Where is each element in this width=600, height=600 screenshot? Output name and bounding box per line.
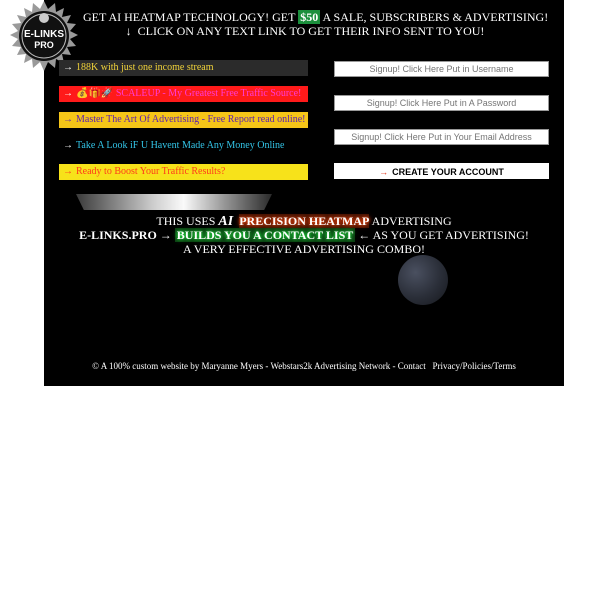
subheadline bbox=[83, 24, 527, 39]
headline-text-before: GET AI HEATMAP TECHNOLOGY! GET bbox=[83, 10, 299, 24]
right-arrow-icon: → bbox=[63, 140, 73, 151]
logo-text-line2: PRO bbox=[34, 40, 54, 50]
main-panel bbox=[44, 0, 564, 386]
subheadline-text: CLICK ON ANY TEXT LINK TO GET THEIR INFO SENT TO YOU! bbox=[137, 24, 485, 38]
password-field[interactable] bbox=[334, 95, 549, 111]
right-arrow-icon: → bbox=[63, 88, 73, 99]
create-account-label: CREATE YOUR ACCOUNT bbox=[392, 167, 504, 177]
down-arrow-icon: ↓ bbox=[125, 24, 132, 38]
precision-heatmap-highlight: PRECISION HEATMAP bbox=[239, 214, 370, 228]
email-field[interactable] bbox=[334, 129, 549, 145]
create-account-button[interactable] bbox=[334, 163, 549, 179]
link-label: Take A Look iF U Havent Made Any Money Online bbox=[76, 140, 285, 151]
pitch-text: THIS USES bbox=[156, 214, 219, 228]
link-label: Ready to Boost Your Traffic Results? bbox=[76, 166, 226, 177]
decorative-orb bbox=[398, 255, 448, 305]
brand-name: E-LINKS.PRO bbox=[79, 228, 157, 242]
right-arrow-icon: → bbox=[63, 114, 73, 125]
contact-list-highlight: BUILDS YOU A CONTACT LIST bbox=[176, 228, 354, 242]
footer-credit: © A 100% custom website by Maryanne Myers - Webstars2k Advertising Network - bbox=[92, 361, 398, 371]
right-arrow-icon: → bbox=[63, 62, 73, 73]
right-arrow-icon: → bbox=[63, 166, 73, 177]
text-link-2[interactable] bbox=[59, 86, 308, 102]
pitch-text: A VERY EFFECTIVE ADVERTISING COMBO! bbox=[183, 242, 425, 256]
link-label: 188K with just one income stream bbox=[76, 62, 214, 73]
contact-link[interactable]: Contact bbox=[397, 361, 426, 371]
footer bbox=[44, 361, 564, 371]
pitch-line-2 bbox=[44, 228, 564, 243]
price-badge: $50 bbox=[300, 10, 319, 24]
text-link-1[interactable] bbox=[59, 60, 308, 76]
right-arrow-icon: → bbox=[156, 228, 175, 242]
logo-text-line1: E-LINKS bbox=[24, 29, 64, 40]
link-label: Master The Art Of Advertising - Free Report read online! bbox=[76, 114, 306, 125]
decorative-shine-bar bbox=[76, 194, 272, 210]
link-label: 💰🎁🚀 SCALEUP - My Greatest Free Traffic Source! bbox=[76, 88, 302, 99]
text-link-3[interactable] bbox=[59, 112, 308, 128]
username-field[interactable] bbox=[334, 61, 549, 77]
pitch-text: ADVERTISING bbox=[369, 214, 452, 228]
text-link-5[interactable] bbox=[59, 164, 308, 180]
pitch-line-3 bbox=[44, 242, 564, 257]
pitch-text: ← AS YOU GET ADVERTISING! bbox=[355, 228, 529, 242]
ai-label: AI bbox=[218, 214, 234, 229]
policies-link[interactable]: Privacy/Policies/Terms bbox=[432, 361, 516, 371]
text-link-4[interactable] bbox=[59, 138, 308, 154]
headline bbox=[83, 10, 549, 25]
headline-text-after: A SALE, SUBSCRIBERS & ADVERTISING! bbox=[320, 10, 549, 24]
right-arrow-icon: → bbox=[379, 167, 389, 177]
